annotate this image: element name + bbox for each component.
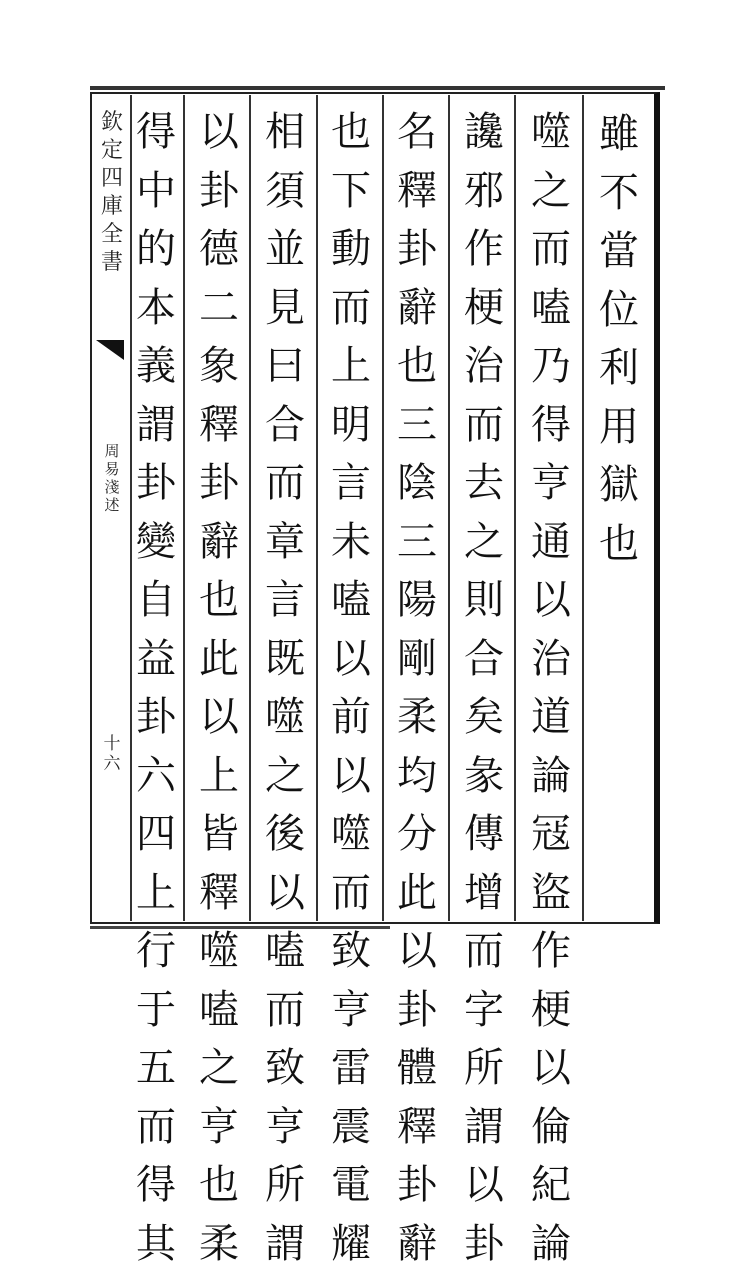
glyph: 得 <box>136 1165 176 1224</box>
glyph: 邪 <box>464 171 504 230</box>
column-rule <box>316 95 318 921</box>
text-column-5 <box>322 112 380 1282</box>
glyph: 當 <box>599 231 639 290</box>
glyph: 嗑 <box>531 288 571 347</box>
glyph: 嗑 <box>199 990 239 1049</box>
glyph: 象 <box>199 346 239 405</box>
glyph: 而 <box>531 229 571 288</box>
glyph: 三 <box>397 405 437 464</box>
glyph: 曰 <box>265 346 305 405</box>
glyph: 卦 <box>136 463 176 522</box>
glyph: 獄 <box>599 465 639 524</box>
glyph: 二 <box>199 288 239 347</box>
glyph: 須 <box>265 171 305 230</box>
glyph: 而 <box>331 873 371 932</box>
glyph: 之 <box>199 1048 239 1107</box>
text-column-2 <box>522 112 580 1282</box>
glyph: 而 <box>136 1107 176 1166</box>
glyph: 庫 <box>101 196 123 224</box>
glyph: 作 <box>531 931 571 990</box>
glyph: 其 <box>136 1224 176 1282</box>
glyph: 于 <box>136 990 176 1049</box>
glyph: 得 <box>531 405 571 464</box>
glyph: 論 <box>531 1224 571 1282</box>
column-rule <box>582 95 584 921</box>
glyph: 此 <box>199 639 239 698</box>
glyph: 卦 <box>397 229 437 288</box>
glyph: 也 <box>199 580 239 639</box>
glyph: 以 <box>199 697 239 756</box>
glyph: 相 <box>265 112 305 171</box>
glyph: 六 <box>136 756 176 815</box>
glyph: 分 <box>397 814 437 873</box>
glyph: 動 <box>331 229 371 288</box>
glyph: 雖 <box>599 114 639 173</box>
glyph: 義 <box>136 346 176 405</box>
glyph: 而 <box>464 931 504 990</box>
glyph: 淺 <box>104 480 119 498</box>
fish-tail-ornament-icon <box>96 338 124 362</box>
glyph: 震 <box>331 1107 371 1166</box>
glyph: 辭 <box>397 1224 437 1282</box>
glyph: 上 <box>331 346 371 405</box>
glyph: 謂 <box>464 1107 504 1166</box>
glyph: 電 <box>331 1165 371 1224</box>
glyph: 上 <box>136 873 176 932</box>
glyph: 論 <box>531 756 571 815</box>
glyph: 而 <box>331 288 371 347</box>
frame-top-border <box>90 86 665 90</box>
column-rule <box>514 95 516 921</box>
glyph: 也 <box>599 524 639 583</box>
glyph: 卦 <box>136 697 176 756</box>
glyph: 盜 <box>531 873 571 932</box>
glyph: 德 <box>199 229 239 288</box>
glyph: 體 <box>397 1048 437 1107</box>
glyph: 欽 <box>101 112 123 140</box>
glyph: 前 <box>331 697 371 756</box>
glyph: 治 <box>464 346 504 405</box>
glyph: 上 <box>199 756 239 815</box>
glyph: 以 <box>331 639 371 698</box>
glyph: 得 <box>136 112 176 171</box>
glyph: 並 <box>265 229 305 288</box>
glyph: 皆 <box>199 814 239 873</box>
glyph: 噬 <box>199 931 239 990</box>
glyph: 嗑 <box>265 931 305 990</box>
glyph: 讒 <box>464 112 504 171</box>
glyph: 陽 <box>397 580 437 639</box>
text-column-7 <box>190 112 248 1282</box>
glyph: 書 <box>101 252 123 280</box>
glyph: 卦 <box>397 990 437 1049</box>
glyph: 所 <box>464 1048 504 1107</box>
glyph: 見 <box>265 288 305 347</box>
glyph: 作 <box>464 229 504 288</box>
glyph: 乃 <box>531 346 571 405</box>
glyph: 紀 <box>531 1165 571 1224</box>
glyph: 嗑 <box>331 580 371 639</box>
glyph: 既 <box>265 639 305 698</box>
glyph: 通 <box>531 522 571 581</box>
glyph: 定 <box>101 140 123 168</box>
glyph: 十 <box>104 736 121 756</box>
glyph: 噬 <box>265 697 305 756</box>
glyph: 的 <box>136 229 176 288</box>
glyph: 本 <box>136 288 176 347</box>
glyph: 釋 <box>397 171 437 230</box>
glyph: 以 <box>531 580 571 639</box>
margin-title <box>96 112 128 280</box>
glyph: 合 <box>464 639 504 698</box>
glyph: 也 <box>331 112 371 171</box>
margin-book-title <box>96 444 128 516</box>
glyph: 周 <box>104 444 119 462</box>
glyph: 用 <box>599 407 639 466</box>
glyph: 益 <box>136 639 176 698</box>
glyph: 冦 <box>531 814 571 873</box>
glyph: 謂 <box>265 1224 305 1282</box>
glyph: 以 <box>397 931 437 990</box>
glyph: 梗 <box>531 990 571 1049</box>
glyph: 述 <box>104 498 119 516</box>
glyph: 亨 <box>331 990 371 1049</box>
glyph: 噬 <box>531 112 571 171</box>
glyph: 去 <box>464 463 504 522</box>
glyph: 梗 <box>464 288 504 347</box>
glyph: 彖 <box>464 756 504 815</box>
glyph: 四 <box>101 168 123 196</box>
glyph: 致 <box>265 1048 305 1107</box>
glyph: 釋 <box>199 405 239 464</box>
glyph: 四 <box>136 814 176 873</box>
glyph: 增 <box>464 873 504 932</box>
glyph: 不 <box>599 173 639 232</box>
glyph: 傳 <box>464 814 504 873</box>
glyph: 名 <box>397 112 437 171</box>
text-column-3 <box>455 112 513 1282</box>
glyph: 道 <box>531 697 571 756</box>
glyph: 雷 <box>331 1048 371 1107</box>
margin-page-number <box>96 736 128 776</box>
glyph: 未 <box>331 522 371 581</box>
glyph: 之 <box>531 171 571 230</box>
glyph: 而 <box>265 463 305 522</box>
glyph: 以 <box>199 112 239 171</box>
glyph: 也 <box>199 1165 239 1224</box>
glyph: 釋 <box>397 1107 437 1166</box>
glyph: 以 <box>464 1165 504 1224</box>
glyph: 卦 <box>199 171 239 230</box>
glyph: 辭 <box>397 288 437 347</box>
glyph: 行 <box>136 931 176 990</box>
glyph: 下 <box>331 171 371 230</box>
glyph: 卦 <box>199 463 239 522</box>
glyph: 利 <box>599 348 639 407</box>
glyph: 則 <box>464 580 504 639</box>
glyph: 自 <box>136 580 176 639</box>
glyph: 之 <box>265 756 305 815</box>
glyph: 耀 <box>331 1224 371 1282</box>
glyph: 字 <box>464 990 504 1049</box>
column-rule <box>249 95 251 921</box>
glyph: 全 <box>101 224 123 252</box>
glyph: 亨 <box>531 463 571 522</box>
glyph: 釋 <box>199 873 239 932</box>
glyph: 此 <box>397 873 437 932</box>
glyph: 言 <box>331 463 371 522</box>
glyph: 卦 <box>397 1165 437 1224</box>
glyph: 六 <box>104 756 121 776</box>
glyph: 倫 <box>531 1107 571 1166</box>
glyph: 言 <box>265 580 305 639</box>
glyph: 以 <box>531 1048 571 1107</box>
text-column-4 <box>388 112 446 1282</box>
glyph: 而 <box>265 990 305 1049</box>
glyph: 亨 <box>265 1107 305 1166</box>
text-column-8 <box>127 112 185 1282</box>
glyph: 矣 <box>464 697 504 756</box>
glyph: 剛 <box>397 639 437 698</box>
glyph: 易 <box>104 462 119 480</box>
glyph: 亨 <box>199 1107 239 1166</box>
glyph: 所 <box>265 1165 305 1224</box>
glyph: 五 <box>136 1048 176 1107</box>
glyph: 陰 <box>397 463 437 522</box>
glyph: 均 <box>397 756 437 815</box>
glyph: 謂 <box>136 405 176 464</box>
glyph: 致 <box>331 931 371 990</box>
glyph: 柔 <box>397 697 437 756</box>
glyph: 卦 <box>464 1224 504 1282</box>
glyph: 之 <box>464 522 504 581</box>
text-column-1 <box>590 114 648 582</box>
glyph: 而 <box>464 405 504 464</box>
glyph: 章 <box>265 522 305 581</box>
glyph: 柔 <box>199 1224 239 1282</box>
glyph: 變 <box>136 522 176 581</box>
glyph: 合 <box>265 405 305 464</box>
glyph: 也 <box>397 346 437 405</box>
column-rule <box>448 95 450 921</box>
glyph: 三 <box>397 522 437 581</box>
glyph: 位 <box>599 290 639 349</box>
glyph: 以 <box>331 756 371 815</box>
glyph: 後 <box>265 814 305 873</box>
glyph: 辭 <box>199 522 239 581</box>
text-column-6 <box>256 112 314 1282</box>
glyph: 噬 <box>331 814 371 873</box>
glyph: 中 <box>136 171 176 230</box>
column-rule <box>382 95 384 921</box>
glyph: 治 <box>531 639 571 698</box>
glyph: 以 <box>265 873 305 932</box>
glyph: 明 <box>331 405 371 464</box>
